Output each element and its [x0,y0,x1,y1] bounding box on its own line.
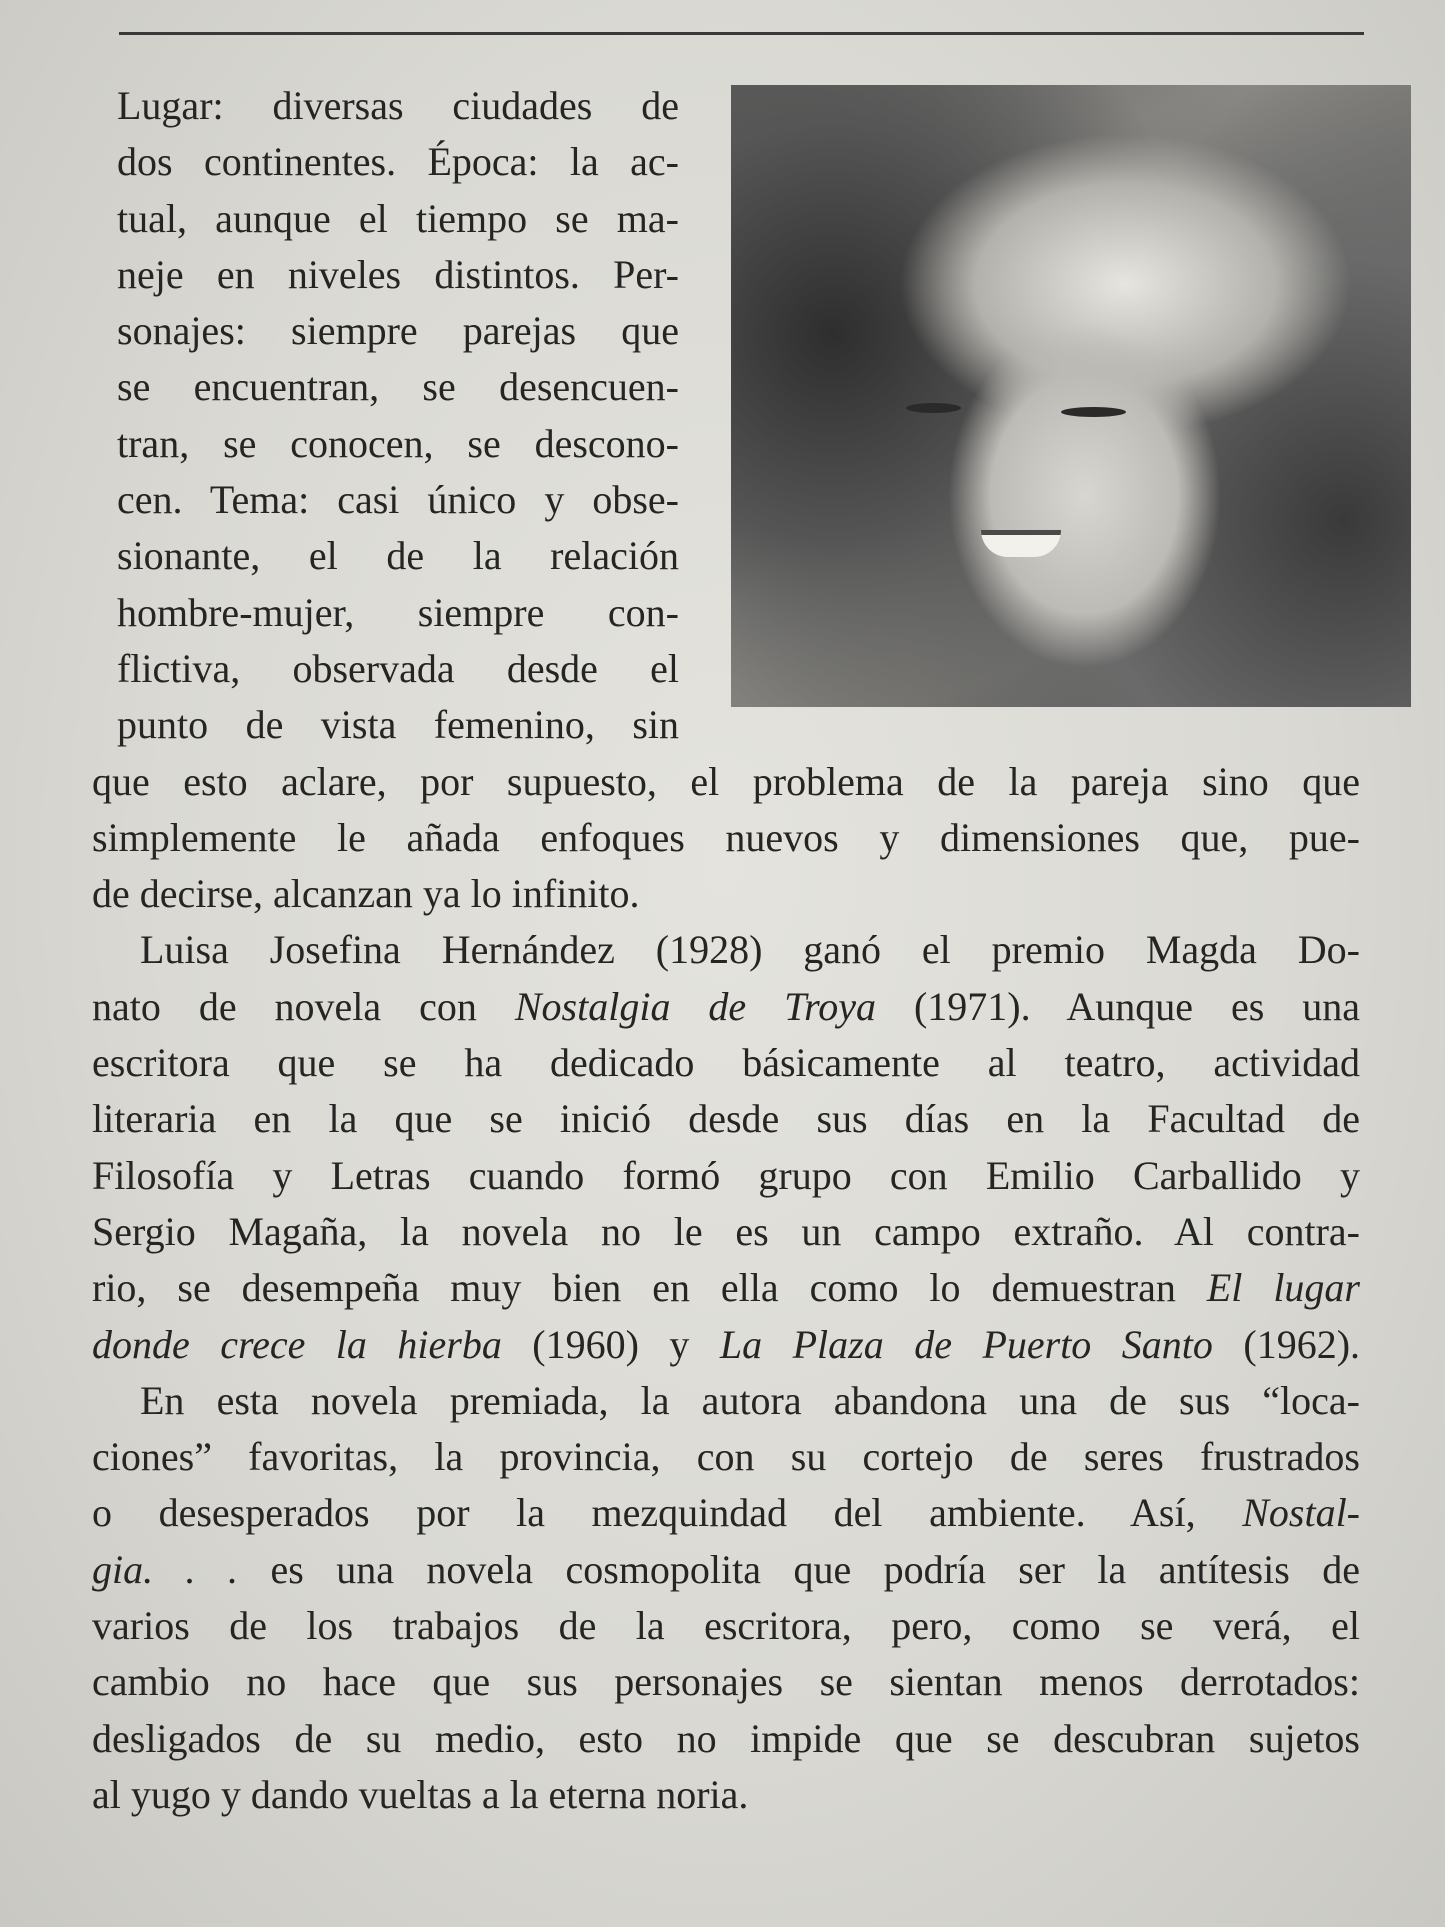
text-line [92,1654,1360,1710]
text-segment: cambio no hace que sus personajes se sientan menos derrotados: [92,1659,1360,1705]
text-line [117,641,679,697]
text-segment: de decirse, alcanzan ya lo infinito. [92,871,640,917]
text-line [92,979,1360,1035]
text-line [92,1204,1360,1260]
text-segment: sionante, el de la relación [117,533,679,579]
text-line [92,810,1360,866]
text-line [92,1035,1360,1091]
text-segment: (1960) y [501,1321,720,1367]
text-segment: Filosofía y Letras cuando formó grupo con Emilio Carballido y [92,1152,1360,1198]
text-line [92,866,1360,922]
text-segment: tual, aunque el tiempo se ma- [117,195,679,241]
text-segment: Lugar: diversas ciudades de [117,83,679,128]
italic-title: Nostal- [1242,1490,1360,1536]
text-line [92,1260,1360,1316]
italic-title: donde crece la hierba [92,1321,502,1367]
text-line [92,1485,1360,1541]
text-line [117,359,679,415]
text-line [92,1317,1360,1373]
text-line [92,922,1360,978]
text-segment: es una novela cosmopolita que podría ser la antítesis de [238,1546,1360,1592]
italic-title: La Plaza de Puerto Santo [719,1321,1213,1367]
text-segment: neje en niveles distintos. Per- [117,251,679,297]
text-segment: simplemente le añada enfoques nuevos y dimensiones que, pue- [92,814,1360,860]
top-rule [119,32,1364,35]
text-line [92,754,1360,810]
text-line [117,416,679,472]
text-segment: Sergio Magaña, la novela no le es un campo extraño. Al contra- [92,1208,1360,1254]
text-segment: que esto aclare, por supuesto, el problema de la pareja sino que [92,758,1360,804]
text-segment: al yugo y dando vueltas a la eterna noria. [92,1771,749,1817]
text-segment: desligados de su medio, esto no impide que se descubran sujetos [92,1715,1360,1761]
text-segment: rio, se desempeña muy bien en ella como lo demuestran [92,1265,1207,1311]
text-line [92,1542,1360,1598]
text-segment: literaria en la que se inició desde sus días en la Facultad de [92,1096,1360,1142]
blurb-text [0,78,1445,1823]
text-line [117,247,679,303]
text-line [117,472,679,528]
text-segment: se encuentran, se desencuen- [117,364,679,410]
text-segment: o desesperados por la mezquindad del ambiente. Así, [92,1490,1243,1536]
text-segment: tran, se conocen, se descono- [117,420,679,466]
text-segment: punto de vista femenino, sin [117,702,679,748]
text-segment: hombre-mujer, siempre con- [117,589,679,635]
text-line [117,585,679,641]
text-line [92,1767,1360,1823]
text-line [117,528,679,584]
text-line [92,1598,1360,1654]
text-segment: (1971). Aunque es una [876,983,1360,1029]
text-segment: sonajes: siempre parejas que [117,308,679,354]
text-line [117,134,679,190]
text-segment: (1962). [1212,1321,1361,1367]
text-line [92,1148,1360,1204]
text-segment: cen. Tema: casi único y obse- [117,477,679,523]
text-line [92,1091,1360,1147]
text-segment: dos continentes. Época: la ac- [117,139,679,185]
italic-title: El lugar [1206,1265,1360,1311]
text-segment: varios de los trabajos de la escritora, pero, como se verá, el [92,1603,1360,1649]
text-line [117,191,679,247]
text-line [92,1373,1360,1429]
italic-title: gia. . . [92,1546,239,1592]
text-line [117,78,679,134]
text-segment: escritora que se ha dedicado básicamente al teatro, actividad [92,1040,1360,1086]
text-segment: Luisa Josefina Hernández (1928) ganó el premio Magda Do- [140,927,1360,973]
text-segment: En esta novela premiada, la autora abandona una de sus “loca- [140,1377,1360,1423]
text-line [92,1711,1360,1767]
text-segment: ciones” favoritas, la provincia, con su cortejo de seres frustrados [92,1434,1360,1480]
text-segment: nato de novela con [92,983,515,1029]
text-segment: flictiva, observada desde el [117,645,679,691]
text-line [92,1429,1360,1485]
text-line [117,697,679,753]
text-line [117,303,679,359]
italic-title: Nostalgia de Troya [514,983,876,1029]
